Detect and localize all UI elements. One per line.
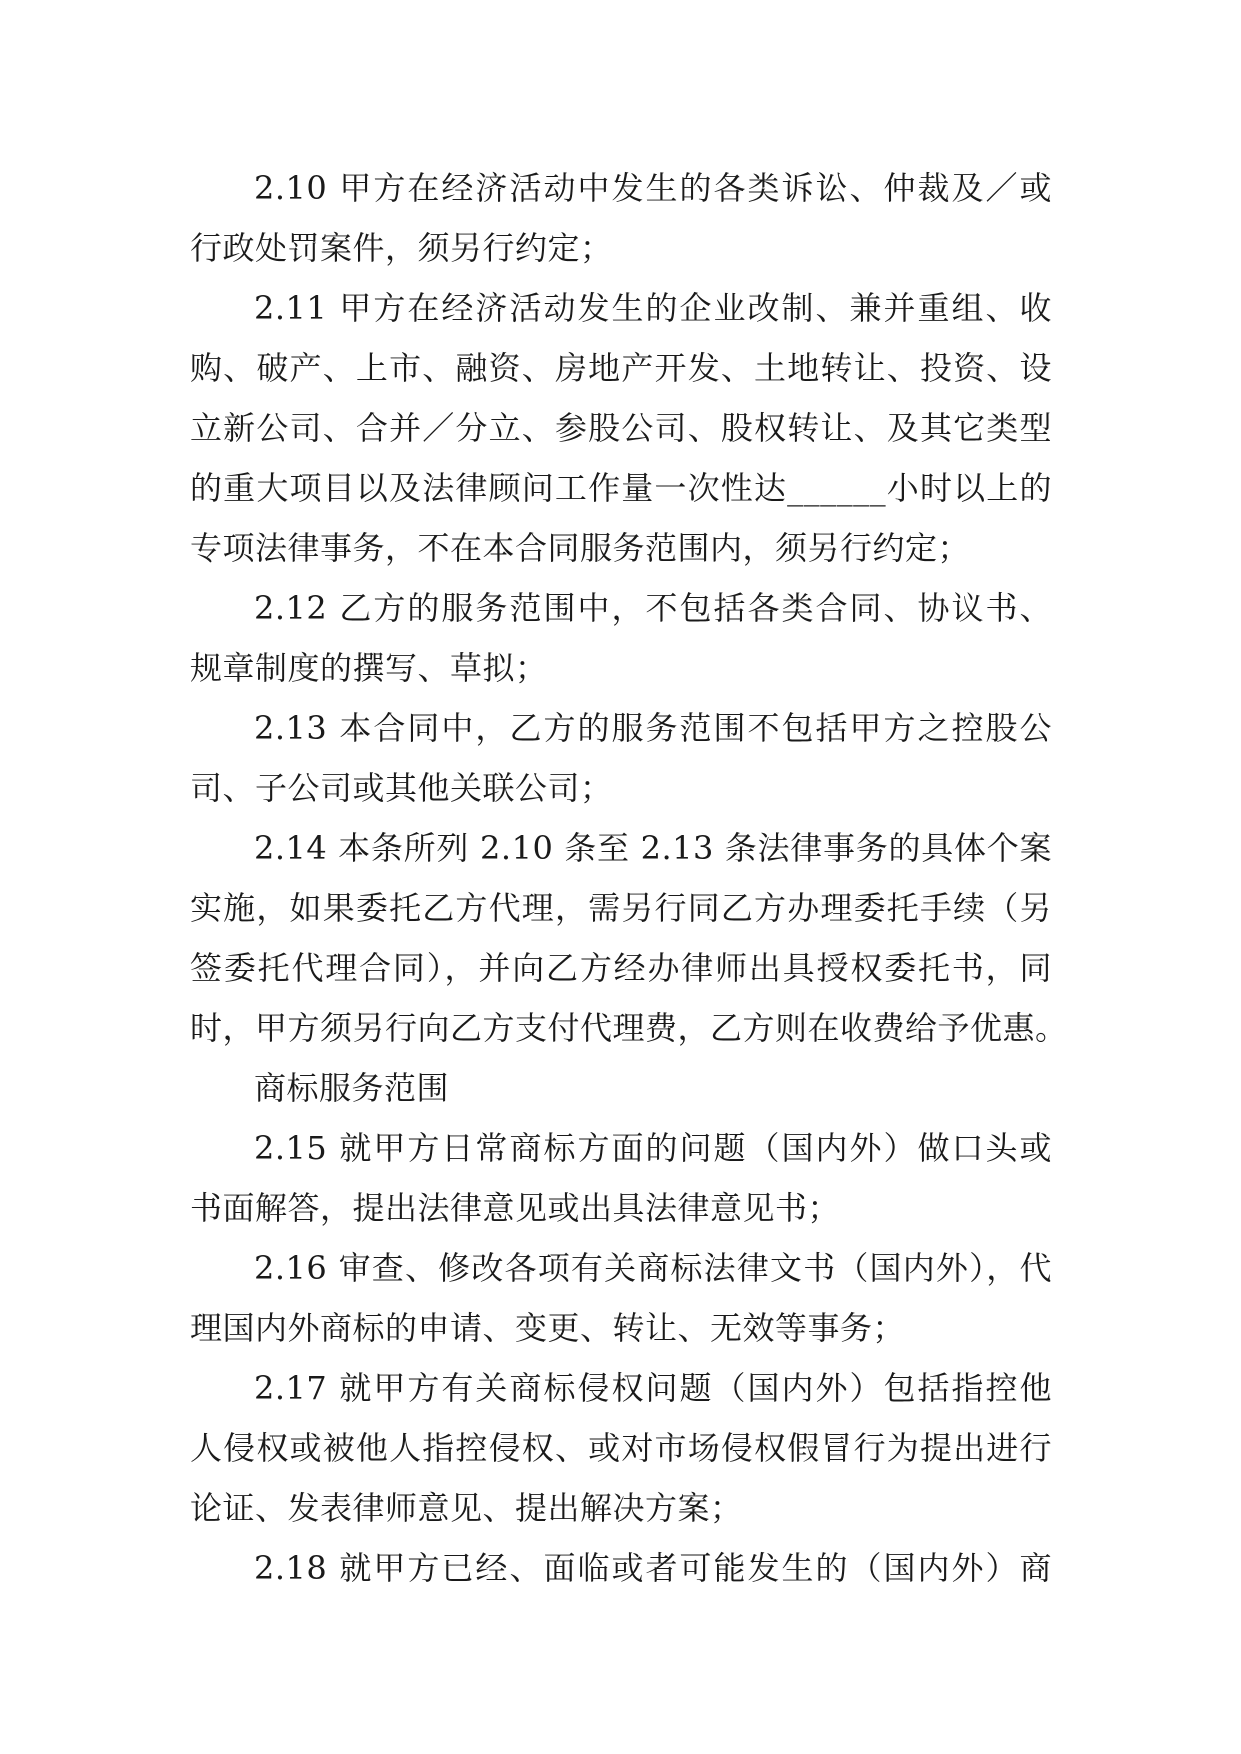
text-line: 购、破产、上市、融资、房地产开发、土地转让、投资、设 xyxy=(190,349,1052,387)
text-line: 司、子公司或其他关联公司； xyxy=(190,769,613,807)
text-line: 规章制度的撰写、草拟； xyxy=(190,649,548,687)
text-line: 商标服务范围 xyxy=(254,1069,450,1107)
text-line: 专项法律事务，不在本合同服务范围内，须另行约定； xyxy=(190,529,971,567)
text-line: 2.10 甲方在经济活动中发生的各类诉讼、仲裁及／或 xyxy=(254,169,1052,207)
text-line: 2.17 就甲方有关商标侵权问题（国内外）包括指控他 xyxy=(254,1369,1052,1407)
text-line: 2.16 审查、修改各项有关商标法律文书（国内外），代 xyxy=(254,1249,1052,1287)
text-line: 行政处罚案件，须另行约定； xyxy=(190,229,613,267)
document-page xyxy=(190,158,1068,1598)
text-line: 签委托代理合同），并向乙方经办律师出具授权委托书，同 xyxy=(190,949,1052,987)
text-line: 立新公司、合并／分立、参股公司、股权转让、及其它类型 xyxy=(190,409,1052,447)
text-line: 论证、发表律师意见、提出解决方案； xyxy=(190,1489,743,1527)
text-line: 人侵权或被他人指控侵权、或对市场侵权假冒行为提出进行 xyxy=(190,1429,1052,1467)
text-line: 2.12 乙方的服务范围中，不包括各类合同、协议书、 xyxy=(254,589,1052,627)
text-line: 2.14 本条所列 2.10 条至 2.13 条法律事务的具体个案 xyxy=(254,829,1052,867)
text-line: 2.15 就甲方日常商标方面的问题（国内外）做口头或 xyxy=(254,1129,1052,1167)
text-line: 2.11 甲方在经济活动发生的企业改制、兼并重组、收 xyxy=(254,289,1052,327)
text-line: 的重大项目以及法律顾问工作量一次性达______小时以上的 xyxy=(190,469,1052,507)
text-line: 书面解答，提出法律意见或出具法律意见书； xyxy=(190,1189,841,1227)
text-line: 2.18 就甲方已经、面临或者可能发生的（国内外）商 xyxy=(254,1549,1052,1587)
text-line: 理国内外商标的申请、变更、转让、无效等事务； xyxy=(190,1309,906,1347)
text-line: 时，甲方须另行向乙方支付代理费，乙方则在收费给予优惠。 xyxy=(190,1009,1068,1047)
text-line: 2.13 本合同中，乙方的服务范围不包括甲方之控股公 xyxy=(254,709,1052,747)
text-line: 实施，如果委托乙方代理，需另行同乙方办理委托手续（另 xyxy=(190,889,1052,927)
